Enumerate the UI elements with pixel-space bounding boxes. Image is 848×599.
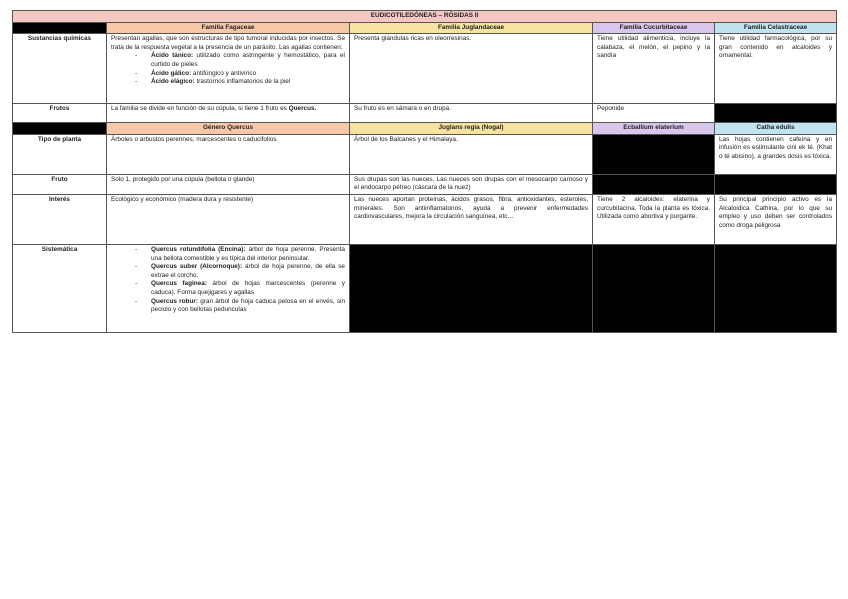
species-list	[111, 246, 345, 315]
list-item: - Ácido gálico: antifúngico y antivírico	[151, 70, 345, 79]
header-fagaceae: Familia Fagaceae	[107, 22, 350, 34]
header-catha: Catha edulis	[715, 123, 837, 135]
row-interes	[13, 194, 837, 244]
genus-corner	[13, 123, 107, 135]
header-quercus: Género Quercus	[107, 123, 350, 135]
cell-cucurbitaceae-sustancias: Tiene utilidad alimenticia, incluye la calabaza, el melón, el pepino y la sandía	[593, 34, 715, 104]
list-item: - Quercus rotundifolia (Encina): árbol de hoja perenne. Presenta una bellota comestible y es típica del interior peninsular.	[151, 246, 345, 263]
row-label-interes: Interés	[13, 194, 107, 244]
list-item: - Quercus faginea: árbol de hojas marcescentes (perenne y caduca). Forma quejigares y agallas	[151, 280, 345, 297]
acid-list	[111, 52, 345, 86]
cell-ecballium-tipo-empty	[593, 134, 715, 174]
row-label-frutos: Frutos	[13, 104, 107, 123]
header-corner	[13, 22, 107, 34]
fagaceae-intro: Presentan agallas, que son estructuras de tipo tumoral inducidas por insectos. Se trata de la respuesta vegetal a la presencia de un parásito. Las agallas contienen:	[111, 35, 345, 51]
list-item: - Ácido elágico: trastornos inflamatorios de la piel	[151, 78, 345, 87]
cell-fagaceae-frutos: La familia se divide en función de su cúpula, si tiene 1 fruto es Quercus.	[107, 104, 350, 123]
cell-catha-sistematica-empty	[715, 244, 837, 332]
header-juglans: Juglans regia (Nogal)	[350, 123, 593, 135]
cell-juglandaceae-sustancias: Presenta glándulas ricas en oleorresinas.	[350, 34, 593, 104]
cell-quercus-tipo: Árboles o arbustos perennes, marcescentes o caducifolios	[107, 134, 350, 174]
header-celastraceae: Familia Celastraceae	[715, 22, 837, 34]
cell-cucurbitaceae-frutos: Peponide	[593, 104, 715, 123]
list-item: - Quercus robur: gran árbol de hoja caduca pelosa en el envés, sin peciolo y con bellotas pedunculas	[151, 298, 345, 315]
cell-juglans-interes: Las nueces aportan proteínas, ácidos grasos, fibra, antioxidantes, esteroles, minerales. Son antiinflamatorios, ayuda a prevenir enfermedades cardiovasculares, mejora la circulación sanguínea, etc…	[350, 194, 593, 244]
cell-ecballium-interes: Tiene 2 alcaloides: elaterina y curcubitacina. Toda la planta es tóxica. Utilizada como abortiva y purgante.	[593, 194, 715, 244]
cell-juglans-fruto: Sus drupas son las nueces. Las nueces son drupas con el mesocarpo carnoso y el endocarpo pétreo (cáscara de la nuez)	[350, 174, 593, 194]
cell-quercus-fruto: Solo 1, protegido por una cúpula (bellota o glande)	[107, 174, 350, 194]
cell-catha-tipo: Las hojas contienen cafeína y en infusión es estimulante cini ek té. (Khat o té abisino), a grandes dosis es tóxica.	[715, 134, 837, 174]
cell-fagaceae-sustancias	[107, 34, 350, 104]
row-label-fruto: Fruto	[13, 174, 107, 194]
cell-catha-fruto-empty	[715, 174, 837, 194]
row-label-sistematica: Sistemática	[13, 244, 107, 332]
row-fruto	[13, 174, 837, 194]
cell-celastraceae-frutos-empty	[715, 104, 837, 123]
row-label-sustancias: Sustancias químicas	[13, 34, 107, 104]
cell-catha-interes: Su principal principio activo es la Alcaloidica Cathina, por lo que su empleo y uso deben ser controlados como droga peligrosa	[715, 194, 837, 244]
list-item: - Quercus suber (Alcornoque): árbol de hoja perenne, de ella se extrae el corcho.	[151, 263, 345, 280]
cell-juglans-sistematica-empty	[350, 244, 593, 332]
cell-celastraceae-sustancias: Tiene utilidad farmacológica, por su gran contenido en alcaloides y ornamental.	[715, 34, 837, 104]
header-ecballium: Ecballium elaterium	[593, 123, 715, 135]
cell-quercus-sistematica	[107, 244, 350, 332]
list-item: - Ácido tánico: utilizado como astringente y hemostático, para el curtido de pieles	[151, 52, 345, 69]
cell-juglandaceae-frutos: Su fruto es en sámara o en drupa.	[350, 104, 593, 123]
cell-quercus-interes: Ecológico y económico (madera dura y resistente)	[107, 194, 350, 244]
summary-table	[12, 10, 837, 333]
cell-ecballium-sistematica-empty	[593, 244, 715, 332]
cell-ecballium-fruto-empty	[593, 174, 715, 194]
row-sistematica	[13, 244, 837, 332]
row-label-tipo: Tipo de planta	[13, 134, 107, 174]
table-title: EUDICOTILEDÓNEAS – RÓSIDAS II	[13, 11, 837, 23]
row-tipo	[13, 134, 837, 174]
row-sustancias	[13, 34, 837, 104]
cell-juglans-tipo: Árbol de los Balcanes y el Himalaya.	[350, 134, 593, 174]
header-juglandaceae: Familia Juglandaceae	[350, 22, 593, 34]
row-frutos	[13, 104, 837, 123]
header-cucurbitaceae: Familia Cucurbitaceae	[593, 22, 715, 34]
